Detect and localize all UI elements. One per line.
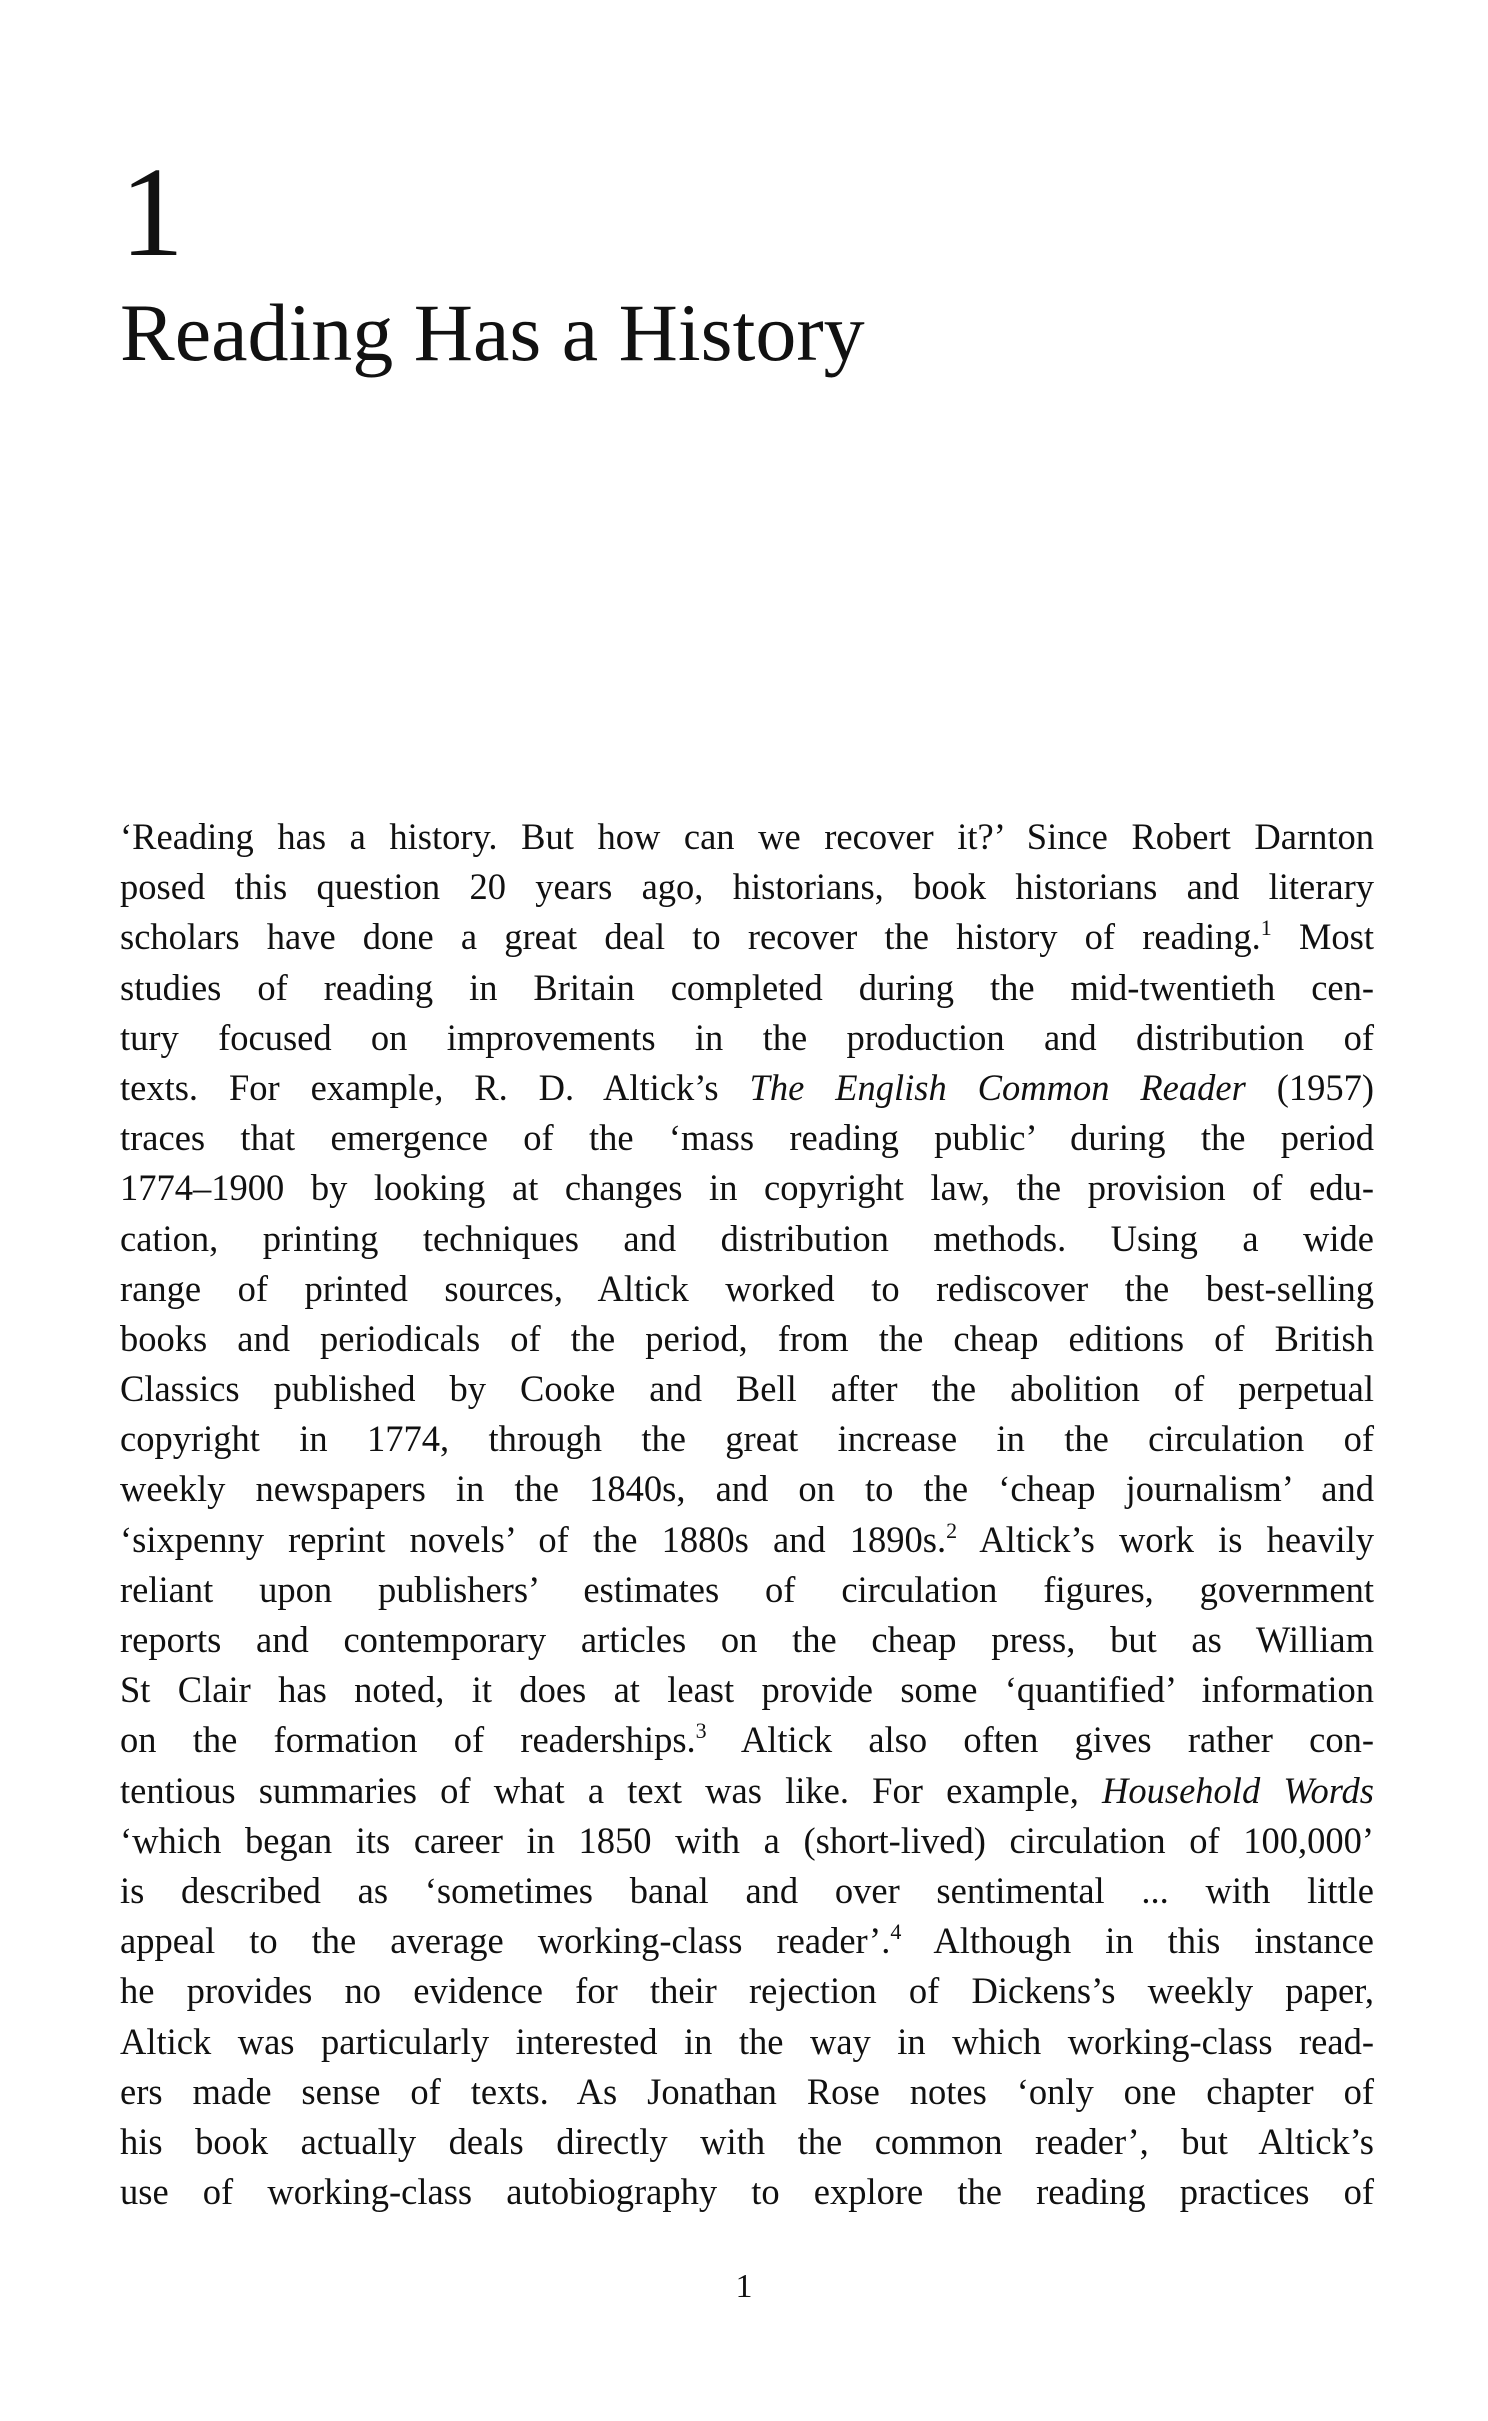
- footnote-marker: 2: [946, 1517, 958, 1543]
- text-line: [120, 1214, 1374, 1264]
- text-line: [120, 963, 1374, 1013]
- italic-title: The English Common Reader: [749, 1066, 1246, 1108]
- text-run: he provides no evidence for their rejection of Dickens’s weekly paper,: [120, 1970, 1374, 2012]
- text-run: Although in this instance: [901, 1920, 1374, 1962]
- text-line: [120, 1464, 1374, 1514]
- text-run: texts. For example, R. D. Altick’s: [120, 1066, 750, 1108]
- text-run: range of printed sources, Altick worked to rediscover the best-selling: [120, 1267, 1374, 1309]
- footnote-marker: 1: [1260, 915, 1272, 941]
- text-run: traces that emergence of the ‘mass reading public’ during the period: [120, 1117, 1374, 1159]
- text-run: ers made sense of texts. As Jonathan Rose notes ‘only one chapter of: [120, 2070, 1374, 2112]
- text-line: [120, 1766, 1374, 1816]
- text-line: [120, 1063, 1374, 1113]
- text-run: books and periodicals of the period, from the cheap editions of British: [120, 1317, 1374, 1359]
- text-line: [120, 1264, 1374, 1314]
- text-run: Altick was particularly interested in the way in which working-class read-: [120, 2020, 1374, 2062]
- text-run: studies of reading in Britain completed during the mid-twentieth cen-: [120, 966, 1374, 1008]
- italic-title: Household Words: [1102, 1769, 1375, 1811]
- text-line: [120, 1966, 1374, 2016]
- text-line: [120, 1665, 1374, 1715]
- text-line: [120, 1163, 1374, 1213]
- text-run: Altick also often gives rather con-: [706, 1719, 1374, 1761]
- text-run: is described as ‘sometimes banal and over sentimental ... with little: [120, 1869, 1374, 1911]
- page-number: 1: [735, 2268, 753, 2305]
- text-run: use of working-class autobiography to explore the reading practices of: [120, 2171, 1374, 2213]
- text-run: tentious summaries of what a text was like. For example,: [120, 1769, 1103, 1811]
- text-line: [120, 1916, 1374, 1966]
- text-line: [120, 1414, 1374, 1464]
- text-run: tury focused on improvements in the production and distribution of: [120, 1016, 1374, 1058]
- text-run: ‘Reading has a history. But how can we recover it?’ Since Robert Darnton: [120, 816, 1374, 857]
- text-line: [120, 1013, 1374, 1063]
- text-line: [120, 1364, 1374, 1414]
- text-run: Most: [1271, 916, 1374, 958]
- text-line: [120, 2167, 1374, 2217]
- text-run: reliant upon publishers’ estimates of circulation figures, government: [120, 1568, 1374, 1610]
- text-run: ‘which began its career in 1850 with a (short-lived) circulation of 100,000’: [120, 1819, 1374, 1861]
- text-run: 1774–1900 by looking at changes in copyright law, the provision of edu-: [120, 1167, 1374, 1209]
- text-line: [120, 1715, 1374, 1765]
- text-line: [120, 1515, 1374, 1565]
- text-run: appeal to the average working-class reader’.: [120, 1920, 891, 1962]
- text-run: Altick’s work is heavily: [957, 1518, 1374, 1560]
- text-line: [120, 812, 1374, 862]
- text-line: [120, 862, 1374, 912]
- footnote-marker: 4: [890, 1919, 902, 1945]
- footnote-marker: 3: [695, 1718, 707, 1744]
- text-run: posed this question 20 years ago, historians, book historians and literary: [120, 866, 1374, 908]
- text-line: [120, 1866, 1374, 1916]
- text-line: [120, 2117, 1374, 2167]
- text-line: [120, 1816, 1374, 1866]
- chapter-title: Reading Has a History: [120, 287, 865, 378]
- text-run: copyright in 1774, through the great increase in the circulation of: [120, 1418, 1374, 1460]
- text-line: [120, 1565, 1374, 1615]
- text-line: [120, 912, 1374, 962]
- text-line: [120, 2067, 1374, 2117]
- text-run: Classics published by Cooke and Bell after the abolition of perpetual: [120, 1368, 1374, 1410]
- chapter-number: 1: [120, 141, 184, 283]
- text-run: on the formation of readerships.: [120, 1719, 696, 1761]
- text-run: ‘sixpenny reprint novels’ of the 1880s and 1890s.: [120, 1518, 947, 1560]
- text-run: St Clair has noted, it does at least provide some ‘quantified’ information: [120, 1669, 1374, 1711]
- text-run: scholars have done a great deal to recover the history of reading.: [120, 916, 1261, 958]
- text-run: cation, printing techniques and distribution methods. Using a wide: [120, 1217, 1374, 1259]
- text-run: reports and contemporary articles on the cheap press, but as William: [120, 1619, 1374, 1660]
- text-run: his book actually deals directly with the common reader’, but Altick’s: [120, 2120, 1374, 2162]
- text-run: (1957): [1245, 1066, 1375, 1108]
- text-line: [120, 2017, 1374, 2067]
- text-line: [120, 1113, 1374, 1163]
- text-line: [120, 1314, 1374, 1364]
- text-line: [120, 1615, 1374, 1665]
- body-text: [120, 812, 1374, 2217]
- text-run: weekly newspapers in the 1840s, and on to the ‘cheap journalism’ and: [120, 1468, 1374, 1510]
